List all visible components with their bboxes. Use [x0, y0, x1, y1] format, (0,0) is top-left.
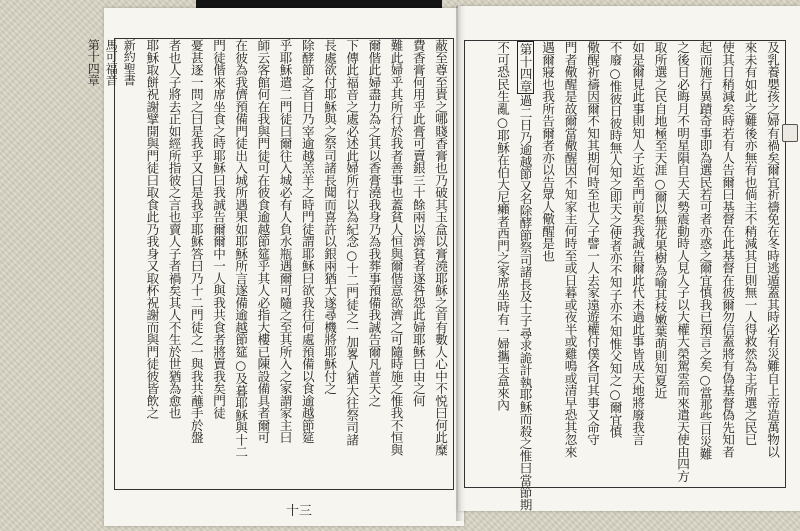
text-column: 如是爾見此事則知人子近至門前矣我誠告爾此代未過此事皆成天地將廢我言: [630, 41, 645, 446]
text-column: 耶穌取餅祝謝擘開與門徒曰取食此乃我身又取杯祝謝而與門徒彼皆飲之: [144, 39, 160, 419]
text-column: 長處欲付耶穌與之祭司諸長聞而喜許以銀兩猶大遂尋機將耶穌付之: [322, 39, 337, 395]
chapter-text: 過二日乃逾越節又名除酵節祭司諸長及士子尋求詭計執耶穌而殺之惟曰當節期: [517, 94, 533, 511]
left-text-frame: [86, 38, 454, 490]
right-page: [458, 6, 800, 511]
text-column: 不廢○惟彼日彼時無人知之即天之使者亦不知子亦不知惟父知之○爾宜慎: [607, 41, 623, 438]
text-column: 取所選之民自地極至天涯○爾以無花果樹為喻其枝嫩葉萌則知夏近: [652, 41, 668, 399]
book-gutter: [456, 6, 466, 521]
text-column: 及乳養嬰孩之婦有禍矣爾宜祈禱免在冬時逃遁蓋其時必有災難自上帝造萬物以: [765, 41, 780, 458]
footer-chapter: 第十四章: [86, 39, 101, 86]
text-column: 之後日必晦月不明星隕自天天勢震動時人見人子以大權大榮駕雲而來遣天使由四方: [675, 41, 690, 482]
text-column: 儆醒祈禱因爾不知其期何時至也人子譬一人去家遠遊權付僕各司其事又命守: [585, 41, 600, 446]
chapter-label: 第十四章: [517, 43, 533, 92]
text-column: 除酵節之首日乃宰逾越羔羊之時門徒謂耶穌曰欲我往何處預備以食逾越節筵: [299, 39, 315, 444]
chapter-start-column: [516, 41, 534, 511]
text-column: 難此婦乎其所行於我者善事也蓋貧人恒與爾偕意欲濟之可隨時施之惟我不恒與: [388, 39, 404, 456]
text-column: 者也人子將去正如經所指彼之言也賣人子者禍矣其人不生於世猶為愈也: [166, 39, 182, 419]
text-column: 師云客館何在我與門徒可在彼食逾越節筵乎其人必指大樓已陳設備具者爾可: [255, 39, 271, 444]
text-column: 乎耶穌遣二門徒曰爾往入城必有人負水瓶遇爾可隨之至其所入之家謂家主曰: [277, 39, 293, 444]
text-column: 下傳此福音之處必述此婦所行以為紀念○十二門徒之一加畧人猶大往祭司諸: [344, 39, 360, 446]
text-column: 門者儆醒是故爾當儆醒因不知家主何時至或日暮或夜半或雞鳴或清早恐其忽來: [562, 41, 578, 458]
text-column: 門徒偕來席坐食之時耶穌曰我誠告爾爾中一人與我共食者將賣我矣門徒: [211, 39, 226, 419]
text-column: 在彼為我儕預備門徒出入城所遇果如耶穌所言遂備逾越節筵○及暮耶穌與十二: [233, 39, 249, 458]
footer-page-number: 十三: [286, 504, 313, 519]
footer-gospel-name: 馬可福音: [104, 39, 119, 86]
page-tab-marker: [782, 124, 798, 142]
text-column: 憂甚逐一問之曰是我乎又曰是我乎耶穌答曰乃十二門徒之一與我共蘸手於盤: [188, 39, 204, 444]
footer-book-title: 新約聖書: [122, 39, 137, 86]
text-column: 費香膏何用乎此膏可賣銀三十餘兩以濟貧者遂咎怨此婦耶穌曰由之何: [410, 39, 426, 407]
page-footer-column: [86, 39, 138, 489]
text-column: 使其日稍減矣時若有人告爾曰基督在此基督在彼爾勿信蓋將有偽基督偽先知者: [720, 41, 735, 458]
right-text-frame: [464, 40, 786, 511]
text-column: 不可恐民生亂○耶穌在伯大尼癩者西門之家席坐時有一婦攜玉盒來內: [495, 41, 510, 411]
text-column: 爾偕此婦盡力為之其以香膏澆我身乃為我葬事預備我誠告爾凡普天之: [366, 39, 382, 407]
text-column: 遇爾寢也我所告爾者亦以告眾人儆醒是也: [540, 41, 555, 262]
text-column: 蔽至尊至貴之哪賤香膏也乃破其玉盒以膏澆耶穌之首有數人心中不悦曰何此糜: [433, 39, 448, 456]
text-column: 來未有如此之難後亦無有也倘主不稍減其日則無一人得救然為主所選之民已: [742, 41, 758, 446]
text-column: 起而施行異蹟奇事即為選民若可者亦惑之爾宜慎我已預言之矣○當那些日災難: [697, 41, 713, 460]
left-page: [86, 8, 464, 526]
